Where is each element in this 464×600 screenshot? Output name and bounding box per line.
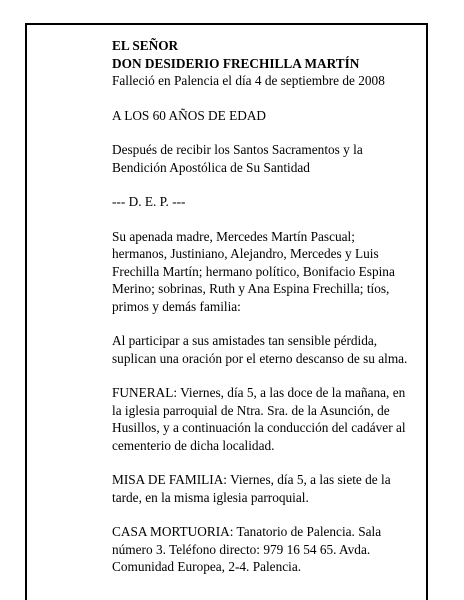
mortuary-paragraph: CASA MORTUORIA: Tanatorio de Palencia. Sala número 3. Teléfono directo: 979 16 54 65. Avda. Comunidad Europea, 2-4. Palencia. bbox=[112, 524, 382, 574]
family-paragraph: Su apenada madre, Mercedes Martín Pascual; hermanos, Justiniano, Alejandro, Mercedes y Luis Frechilla Martín; hermano político, Bonifacio Espina Merino; sobrinas, Ruth y Ana Espina Frechilla; tíos, primos y demás familia: bbox=[112, 228, 395, 314]
obituary-header bbox=[112, 37, 412, 90]
obituary-text bbox=[112, 37, 412, 576]
funeral-paragraph: FUNERAL: Viernes, día 5, a las doce de la mañana, en la iglesia parroquial de Ntra. Sra. de la Asunción, de Husillos, y a continuación la conducción del cadáver al cementerio de dicha localidad. bbox=[112, 385, 406, 453]
prayer-request-paragraph: Al participar a sus amistades tan sensible pérdida, suplican una oración por el eterno descanso de su alma. bbox=[112, 333, 408, 366]
age-line: A LOS 60 AÑOS DE EDAD bbox=[112, 107, 267, 123]
death-date-line: Falleció en Palencia el día 4 de septiembre de 2008 bbox=[112, 73, 385, 88]
deceased-name: DON DESIDERIO FRECHILLA MARTÍN bbox=[112, 55, 360, 71]
rip-line: --- D. E. P. --- bbox=[112, 194, 186, 209]
sacraments-paragraph: Después de recibir los Santos Sacramentos y la Bendición Apostólica de Su Santidad bbox=[112, 142, 363, 175]
family-mass-paragraph: MISA DE FAMILIA: Viernes, día 5, a las siete de la tarde, en la misma iglesia parroquial. bbox=[112, 472, 391, 505]
title-line-1: EL SEÑOR bbox=[112, 38, 179, 53]
